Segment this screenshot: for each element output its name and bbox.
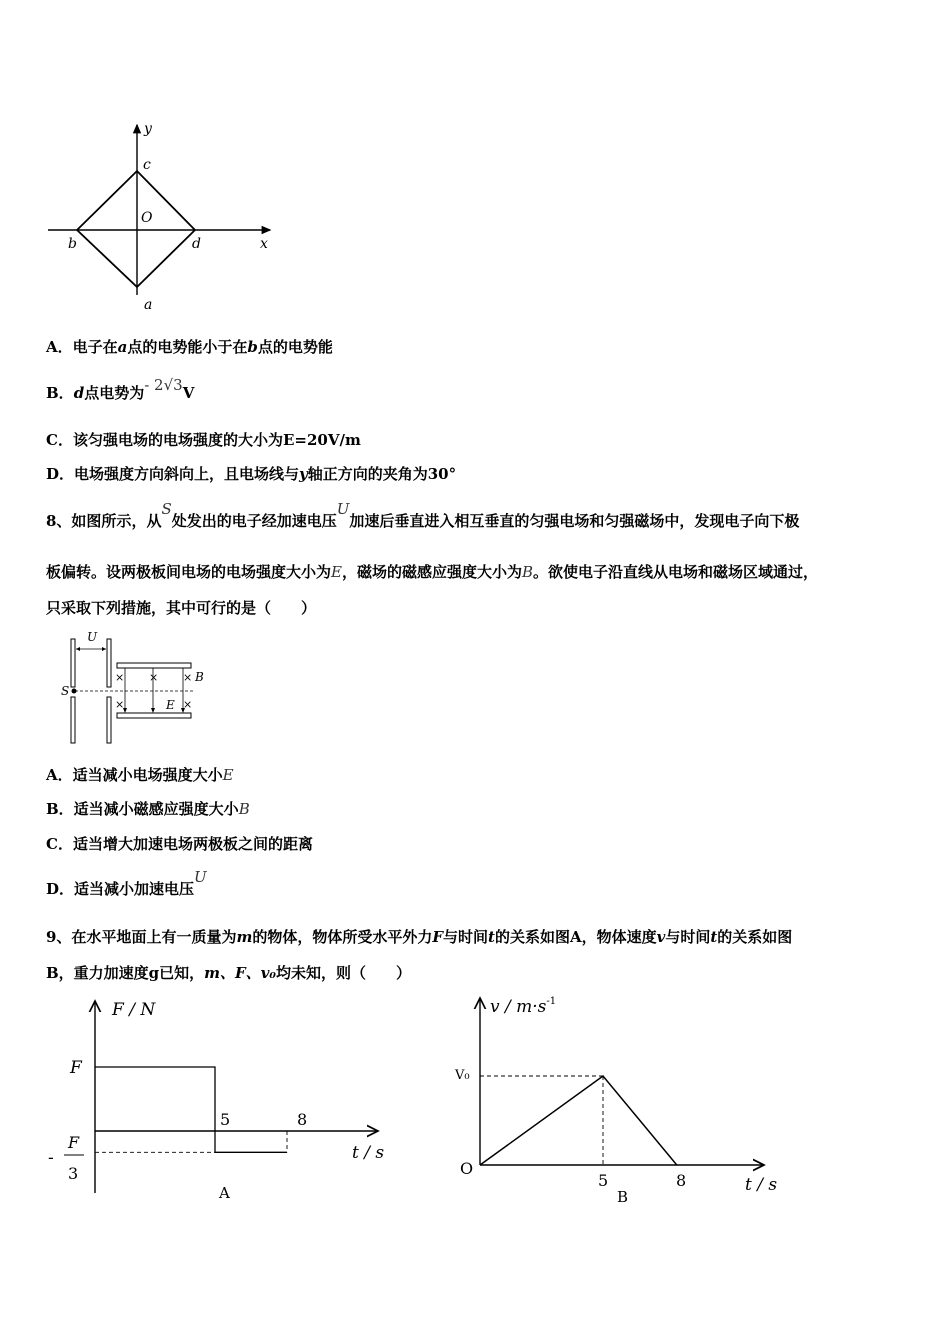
q7-option-b: B．d点电势为- 2√3V xyxy=(46,376,195,402)
label-d: d xyxy=(192,236,201,252)
field-arrowheads xyxy=(123,708,185,713)
label-b: b xyxy=(68,236,77,252)
chart-b xyxy=(440,990,800,1215)
q9-stem-line2: B，重力加速度g已知，m、F、v₀均未知，则（ ） xyxy=(46,964,411,982)
cross: × xyxy=(149,671,159,684)
accel-plate-right-top xyxy=(107,639,111,687)
deflect-plate-bottom xyxy=(117,713,191,718)
q8-option-b: B．适当减小磁感应强度大小B xyxy=(46,800,250,818)
chart-a-series-line xyxy=(95,1067,287,1152)
cross: × xyxy=(183,698,193,711)
label-O: O xyxy=(141,210,153,226)
q7-figure xyxy=(40,115,290,320)
chart-b-series-line xyxy=(480,1076,677,1165)
chart-a-xlabel: t / s xyxy=(352,1143,385,1163)
neg-den: 3 xyxy=(68,1164,79,1183)
chart-a-ylabel: F / N xyxy=(112,1000,156,1020)
q8-stem-line2: 板偏转。设两极板间电场的电场强度大小为E，磁场的磁感应强度大小为B。欲使电子沿直线从电场和磁场区域通过， xyxy=(46,563,819,581)
q8-stem-line1: 8、如图所示，从S处发出的电子经加速电压U加速后垂直进入相互垂直的匀强电场和匀强磁场中，发现电子向下极 xyxy=(46,500,800,530)
chart-a-ytick-neg xyxy=(48,1133,84,1183)
q7-option-c: C．该匀强电场的电场强度的大小为E=20V/m xyxy=(46,431,361,449)
chart-a-xtick-5: 5 xyxy=(220,1110,231,1129)
q8-figure xyxy=(55,625,225,750)
accel-plate-left-top xyxy=(71,639,75,687)
cross: × xyxy=(115,698,125,711)
chart-b-xtick-8: 8 xyxy=(676,1171,687,1190)
chart-a-guides xyxy=(95,1131,287,1152)
label-U: U xyxy=(87,630,98,644)
label-a: a xyxy=(144,297,153,313)
cross: × xyxy=(183,671,193,684)
deflect-plate-top xyxy=(117,663,191,668)
chart-b-xtick-5: 5 xyxy=(598,1171,609,1190)
label-S: S xyxy=(61,684,70,698)
chart-b-title: B xyxy=(617,1188,629,1206)
q8-stem-line3: 只采取下列措施，其中可行的是（ ） xyxy=(46,599,317,617)
q8-option-c: C．适当增大加速电场两极板之间的距离 xyxy=(46,835,313,853)
q8-option-d: D．适当减小加速电压U xyxy=(46,868,207,898)
neg-sign: - xyxy=(48,1148,54,1168)
chart-a-xtick-8: 8 xyxy=(297,1110,308,1129)
label-E: E xyxy=(166,698,175,712)
q7-option-d: D．电场强度方向斜向上，且电场线与y轴正方向的夹角为30° xyxy=(46,465,457,483)
chart-a-title: A xyxy=(219,1184,230,1202)
label-c: c xyxy=(143,157,151,173)
label-y: y xyxy=(144,121,152,137)
label-x: x xyxy=(260,236,268,252)
chart-b-ylabel: $v / m\cdot s^{-1}$ xyxy=(490,996,557,1017)
chart-b-xlabel: t / s xyxy=(745,1175,778,1195)
chart-a-ytick-F: F xyxy=(70,1058,82,1078)
accel-plate-left-bottom xyxy=(71,697,75,743)
chart-a xyxy=(40,995,410,1210)
chart-b-ytick-v0: V₀ xyxy=(455,1068,470,1083)
chart-b-origin: O xyxy=(460,1159,474,1178)
accel-plate-right-bottom xyxy=(107,697,111,743)
label-B: B xyxy=(195,670,204,684)
neg-num: F xyxy=(68,1133,80,1152)
q9-stem-line1: 9、在水平地面上有一质量为m的物体，物体所受水平外力F与时间t的关系如图A，物体速度v与时间t的关系如图 xyxy=(46,928,793,946)
q8-option-a: A．适当减小电场强度大小E xyxy=(46,766,234,784)
q7-option-a: A．电子在a点的电势能小于在b点的电势能 xyxy=(46,338,333,356)
rhombus-bcda xyxy=(77,171,195,287)
cross: × xyxy=(115,671,125,684)
